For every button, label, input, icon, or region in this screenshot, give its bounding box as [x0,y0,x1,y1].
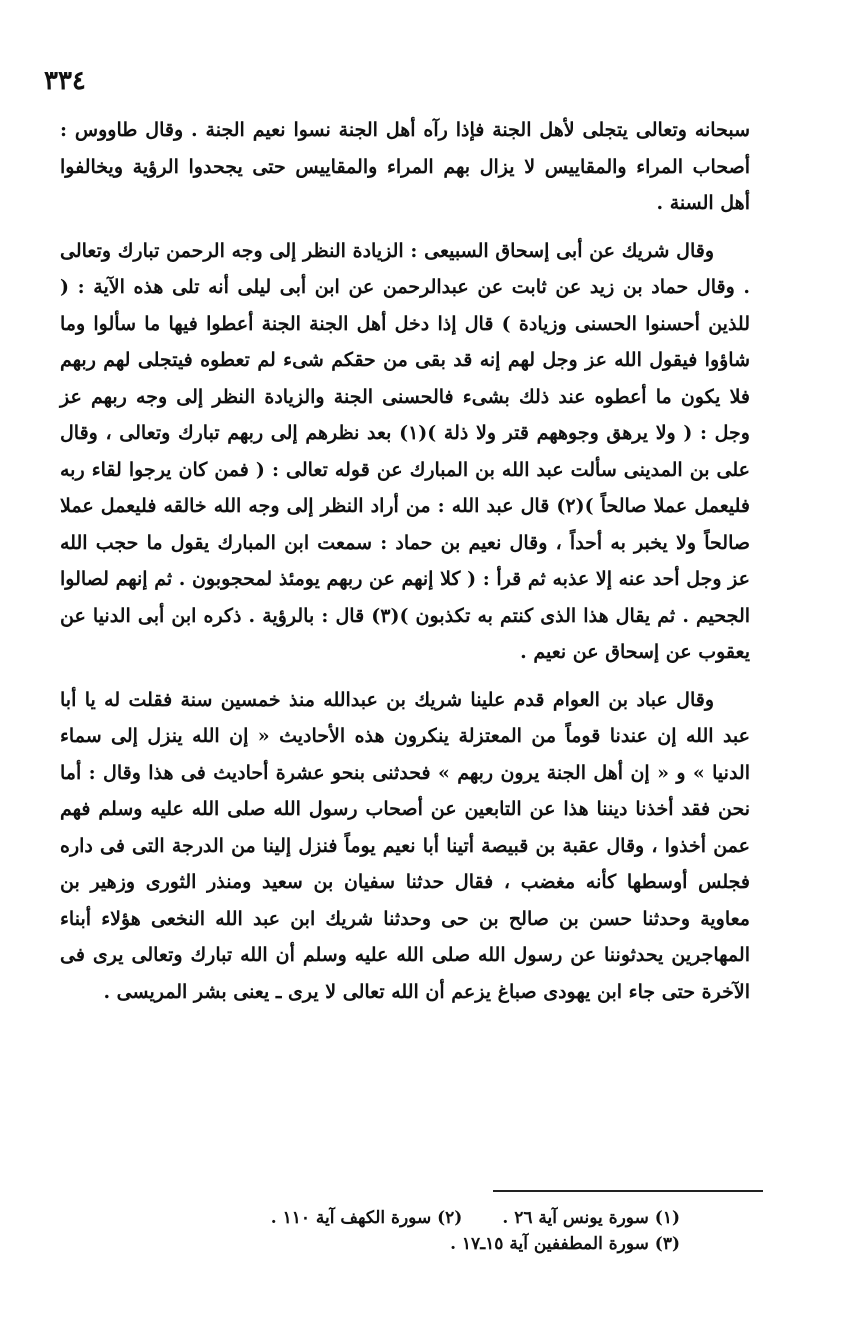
footnote-row-2 [200,1231,680,1257]
footnote-row-1 [200,1205,680,1231]
footnote-2: (٢) سورة الكهف آية ١١٠ . [270,1208,463,1228]
paragraph-1: سبحانه وتعالى يتجلى لأهل الجنة فإذا رآه أهل الجنة نسوا نعيم الجنة . وقال طاووس : أصحاب المراء والمقاييس لا يزال بهم المراء والمقاييس حتى يجحدوا الرؤية ويخالفوا أهل السنة . [60,119,750,214]
footnotes [200,1205,680,1257]
paragraph-2: وقال شريك عن أبى إسحاق السبيعى : الزيادة النظر إلى وجه الرحمن تبارك وتعالى . وقال حماد بن زيد عن ثابت عن عبدالرحمن عن ابن أبى ليلى أنه تلى هذه الآية : ( للذين أحسنوا الحسنى وزيادة ) قال إذا دخل أهل الجنة الجنة أعطوا فيها ما سألوا وما شاؤوا فيقول الله عز وجل لهم إنه قد بقى من حقكم شىء لم تعطوه فيتجلى لهم ربهم فلا يكون ما أعطوه عند ذلك بشىء فالحسنى الجنة والزيادة النظر إلى وجه ربهم عز وجل : ( ولا يرهق وجوههم قتر ولا ذلة )(١) بعد نظرهم إلى ربهم تبارك وتعالى ، وقال على بن المدينى سألت عبد الله بن المبارك عن قوله تعالى : ( فمن كان يرجوا لقاء ربه فليعمل عملا صالحاً )(٢) قال عبد الله : من أراد النظر إلى وجه الله خالقه فليعمل عملا صالحاً ولا يخبر به أحداً ، وقال نعيم بن حماد : سمعت ابن المبارك يقول ما حجب الله عز وجل أحد عنه إلا عذبه ثم قرأ : ( كلا إنهم عن ربهم يومئذ لمحجوبون . ثم إنهم لصالوا الجحيم . ثم يقال هذا الذى كنتم به تكذبون )(٣) قال : بالرؤية . ذكره ابن أبى الدنيا عن يعقوب عن إسحاق عن نعيم . [60,239,751,663]
page-number: ٣٣٤ [44,66,86,96]
main-text [60,112,750,1010]
paragraph-3: وقال عباد بن العوام قدم علينا شريك بن عبدالله منذ خمسين سنة فقلت له يا أبا عبد الله إن عندنا قوماً من المعتزلة ينكرون هذه الأحاديث « إن الله ينزل إلى سماء الدنيا » و « إن أهل الجنة يرون ربهم » فحدثنى بنحو عشرة أحاديث فى هذا وقال : أما نحن فقد أخذنا ديننا هذا عن التابعين عن أصحاب رسول الله صلى الله عليه وسلم فهم عمن أخذوا ، وقال عقبة بن قبيصة أتينا أبا نعيم يوماً فنزل إلينا من الدرجة التى فى داره فجلس أوسطها كأنه مغضب ، فقال حدثنا سفيان بن سعيد ومنذر الثورى وزهير بن معاوية وحدثنا حسن بن صالح بن حى وحدثنا شريك ابن عبد الله النخعى هؤلاء أبناء المهاجرين يحدثوننا عن رسول الله صلى الله عليه وسلم أن الله تبارك وتعالى يرى فى الآخرة حتى جاء ابن يهودى صباغ يزعم أن الله تعالى لا يرى ـ يعنى بشر المريسى . [60,688,750,1003]
footnote-3: (٣) سورة المطففين آية ١٥ـ١٧ . [450,1234,680,1254]
footnote-separator [493,1190,763,1192]
footnote-1: (١) سورة يونس آية ٢٦ . [502,1208,680,1228]
